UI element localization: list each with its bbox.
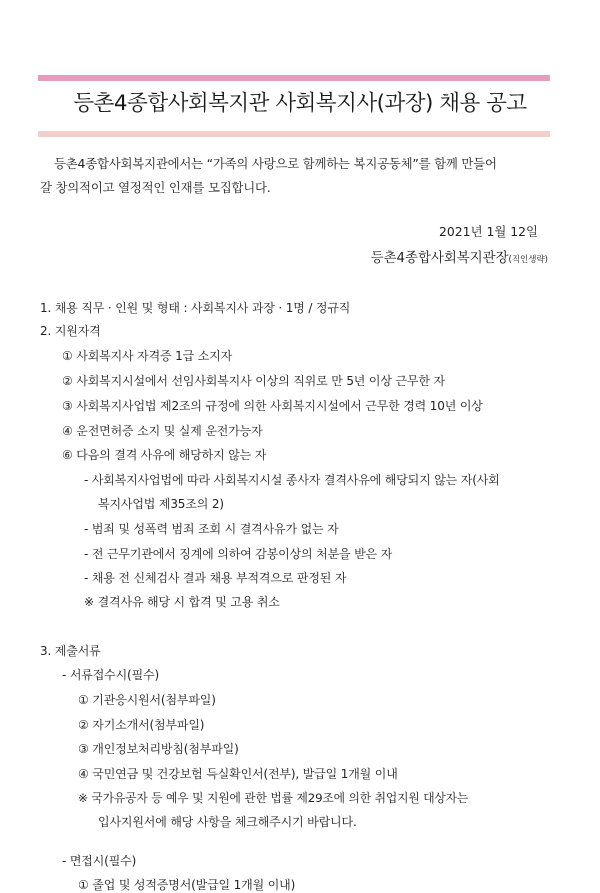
qualification-item: ⑥ 다음의 결격 사유에 해당하지 않는 자 [62,448,267,462]
document-item: ① 졸업 및 성적증명서(발급일 1개월 이내) [78,878,296,892]
intro-paragraph [40,152,560,200]
document-item: ④ 국민연금 및 건강보험 득실확인서(전부), 발급일 1개월 이내 [78,767,398,781]
subsection-heading: - 서류접수시(필수) [62,668,160,682]
seal-note: (직인생략) [508,255,548,265]
document-item: ③ 개인정보처리방침(첨부파일) [78,742,239,756]
note-item: ※ 결격사유 해당 시 합격 및 고용 취소 [84,595,280,609]
note-item: ※ 국가유공자 등 예우 및 지원에 관한 법률 제29조에 의한 취업지원 대상자는 [78,791,469,805]
qualification-item: ④ 운전면허증 소지 및 실제 운전가능자 [62,424,263,438]
disqualification-item: - 전 근무기관에서 징계에 의하여 감봉이상의 처분을 받은 자 [84,547,393,561]
intro-line: 갈 창의적이고 열정적인 인재를 모집합니다. [40,180,271,195]
disqualification-item: - 채용 전 신체검사 결과 채용 부적격으로 판정된 자 [84,571,347,585]
qualification-item: ① 사회복지사 자격증 1급 소지자 [62,349,233,363]
section-2-heading: 2. 지원자격 [40,324,101,338]
section-1-position: 1. 채용 직무 · 인원 및 형태 : 사회복지사 과장 · 1명 / 정규직 [40,301,351,315]
section-3-heading: 3. 제출서류 [40,644,101,658]
disqualification-item: - 사회복지사업법에 따라 사회복지시설 종사자 결격사유에 해당되지 않는 자(사회 [84,473,500,487]
subsection-heading: - 면접시(필수) [62,854,137,868]
organization-signature [371,247,548,266]
page-title: 등촌4종합사회복지관 사회복지사(과장) 채용 공고 [73,91,527,116]
announcement-date: 2021년 1월 12일 [439,224,538,239]
note-item-continued: 입사지원서에 해당 사항을 체크해주시기 바랍니다. [98,815,357,829]
document-item: ① 기관응시원서(첨부파일) [78,693,216,707]
document-item: ② 자기소개서(첨부파일) [78,718,205,732]
title-bottom-bar [38,131,550,137]
qualification-item: ② 사회복지시설에서 선임사회복지사 이상의 직위로 만 5년 이상 근무한 자 [62,374,445,388]
qualification-item: ③ 사회복지사업법 제2조의 규정에 의한 사회복지시설에서 근무한 경력 10년 이상 [62,399,483,413]
intro-line: 등촌4종합사회복지관에서는 “가족의 사랑으로 함께하는 복지공동체”를 함께 만들어 [54,156,497,171]
disqualification-item-continued: 복지사업법 제35조의 2) [98,497,224,511]
disqualification-item: - 범죄 및 성폭력 범죄 조회 시 결격사유가 없는 자 [84,522,339,536]
organization-name: 등촌4종합사회복지관장 [370,251,509,266]
title-top-bar [38,75,550,81]
